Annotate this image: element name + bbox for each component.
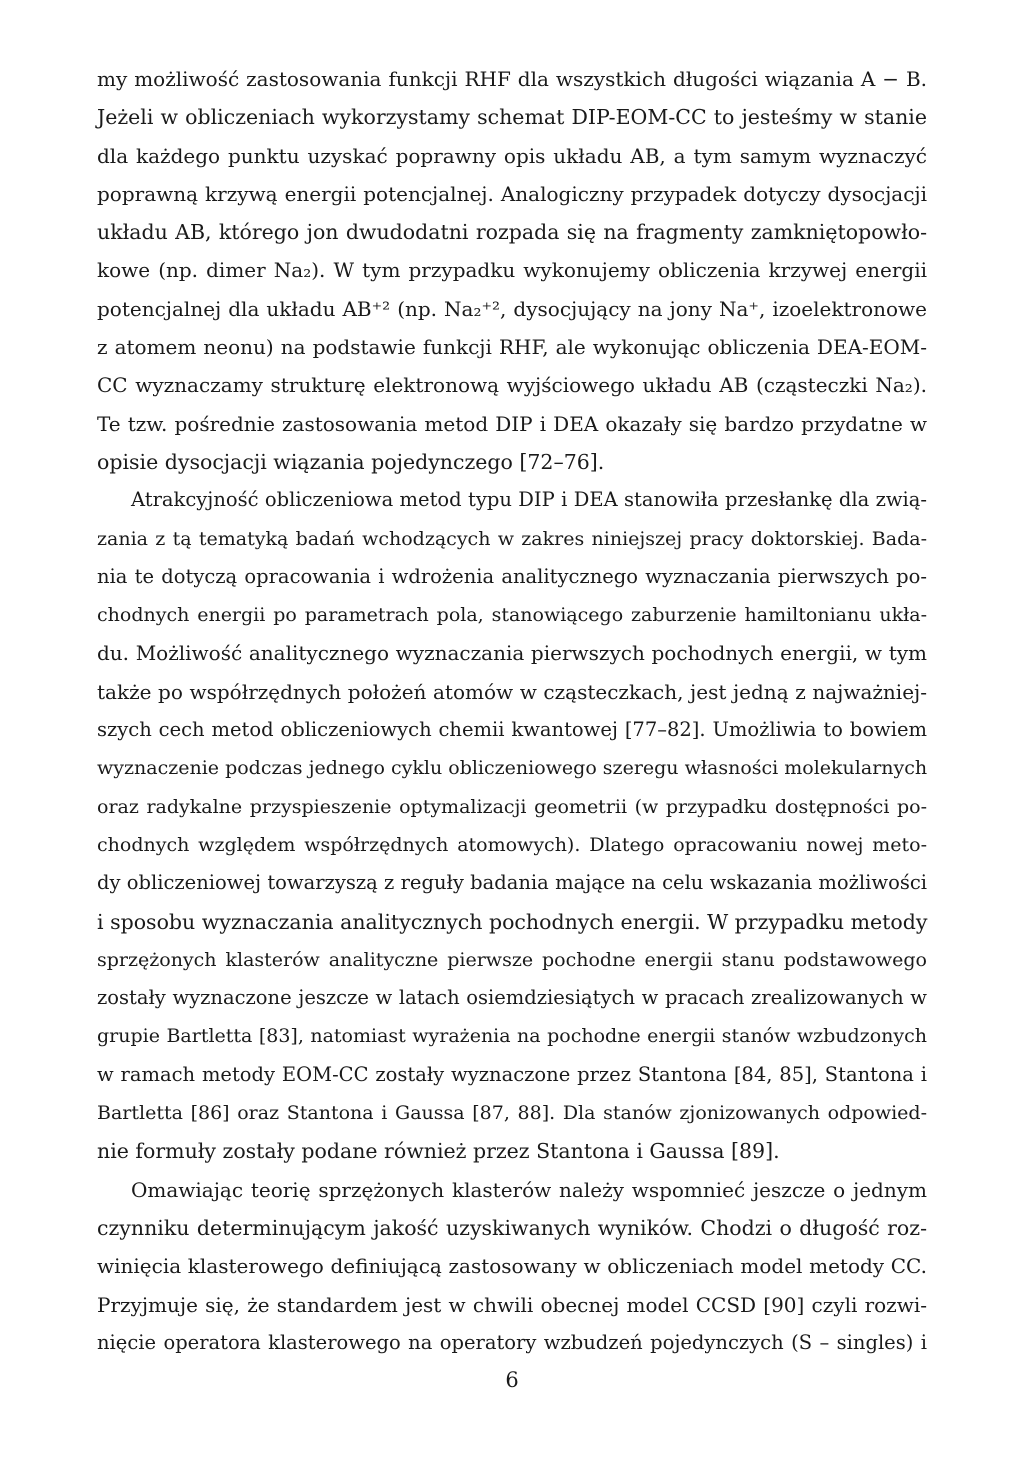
- page-number: 6: [505, 1368, 519, 1392]
- document-body: [97, 60, 927, 1362]
- text-line: nięcie operatora klasterowego na operatory wzbudzeń pojedynczych (S – singles) i: [97, 1330, 927, 1354]
- paragraph-1: [97, 60, 927, 481]
- text-line: Te tzw. pośrednie zastosowania metod DIP i DEA okazały się bardzo przydatne w: [97, 411, 927, 436]
- text-line: chodnych względem współrzędnych atomowych). Dlatego opracowaniu nowej meto-: [97, 833, 927, 856]
- text-line: chodnych energii po parametrach pola, stanowiącego zaburzenie hamiltonianu ukła-: [97, 604, 927, 627]
- text-line: winięcia klasterowego definiującą zastosowany w obliczeniach model metody CC.: [97, 1254, 927, 1279]
- text-line: zostały wyznaczone jeszcze w latach osiemdziesiątych w pracach zrealizowanych w: [97, 986, 927, 1010]
- text-line: czynniku determinującym jakość uzyskiwanych wyników. Chodzi o długość roz-: [97, 1215, 927, 1240]
- text-line: Jeżeli w obliczeniach wykorzystamy schemat DIP-EOM-CC to jesteśmy w stanie: [97, 105, 927, 130]
- text-line: zania z tą tematyką badań wchodzących w zakres niniejszej pracy doktorskiej. Bada-: [97, 527, 927, 550]
- text-line: kowe (np. dimer Na₂). W tym przypadku wykonujemy obliczenia krzywej energii: [97, 258, 927, 283]
- text-line: w ramach metody EOM-CC zostały wyznaczone przez Stantona [84, 85], Stantona i: [97, 1062, 927, 1086]
- text-line: du. Możliwość analitycznego wyznaczania pierwszych pochodnych energii, w tym: [97, 641, 927, 666]
- text-line: nia te dotyczą opracowania i wdrożenia analitycznego wyznaczania pierwszych po-: [97, 564, 927, 588]
- text-line: CC wyznaczamy strukturę elektronową wyjściowego układu AB (cząsteczki Na₂).: [97, 373, 927, 398]
- text-line: z atomem neonu) na podstawie funkcji RHF, ale wykonując obliczenia DEA-EOM-: [97, 335, 927, 360]
- text-line: opisie dysocjacji wiązania pojedynczego [72–76].: [97, 449, 605, 474]
- text-line: dy obliczeniowej towarzyszą z reguły badania mające na celu wskazania możliwości: [97, 871, 927, 895]
- paragraph-2: [97, 481, 927, 1170]
- text-line: układu AB, którego jon dwudodatni rozpada się na fragmenty zamkniętopowło-: [97, 220, 927, 245]
- text-line: Omawiając teorię sprzężonych klasterów należy wspomnieć jeszcze o jednym: [131, 1177, 927, 1202]
- paragraph-3: [97, 1171, 927, 1362]
- text-line: grupie Bartletta [83], natomiast wyrażenia na pochodne energii stanów wzbudzonych: [97, 1025, 927, 1048]
- text-line: sprzężonych klasterów analityczne pierwsze pochodne energii stanu podstawowego: [97, 948, 927, 971]
- text-line: potencjalnej dla układu AB⁺² (np. Na₂⁺², dysocjujący na jony Na⁺, izoelektronowe: [97, 296, 927, 321]
- text-line: i sposobu wyznaczania analitycznych pochodnych energii. W przypadku metody: [97, 909, 928, 934]
- text-line: nie formuły zostały podane również przez Stantona i Gaussa [89].: [97, 1139, 780, 1164]
- text-line: my możliwość zastosowania funkcji RHF dla wszystkich długości wiązania A − B.: [97, 67, 927, 91]
- text-line: także po współrzędnych położeń atomów w cząsteczkach, jest jedną z najważniej-: [97, 679, 927, 704]
- text-line: dla każdego punktu uzyskać poprawny opis układu AB, a tym samym wyznaczyć: [97, 143, 927, 168]
- text-line: Atrakcyjność obliczeniowa metod typu DIP i DEA stanowiła przesłankę dla zwią-: [131, 488, 927, 512]
- text-line: poprawną krzywą energii potencjalnej. Analogiczny przypadek dotyczy dysocjacji: [97, 181, 927, 206]
- text-line: wyznaczenie podczas jednego cyklu obliczeniowego szeregu własności molekularnych: [97, 757, 928, 780]
- text-line: szych cech metod obliczeniowych chemii kwantowej [77–82]. Umożliwia to bowiem: [97, 718, 927, 742]
- text-line: Bartletta [86] oraz Stantona i Gaussa [87, 88]. Dla stanów zjonizowanych odpowied-: [97, 1102, 927, 1125]
- text-line: oraz radykalne przyspieszenie optymalizacji geometrii (w przypadku dostępności po-: [97, 795, 927, 818]
- text-line: Przyjmuje się, że standardem jest w chwili obecnej model CCSD [90] czyli rozwi-: [97, 1292, 927, 1317]
